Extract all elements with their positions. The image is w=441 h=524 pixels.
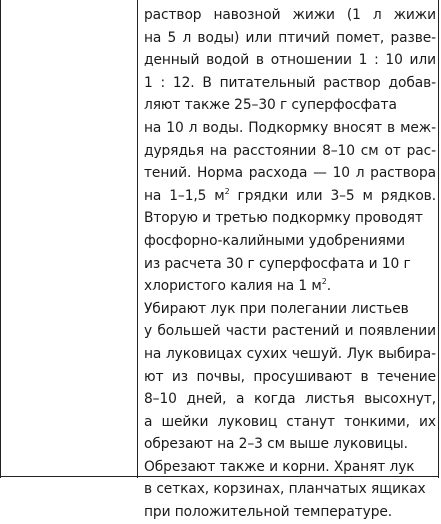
- table-cell-text: [144, 4, 436, 524]
- text-line: на 5 л воды) или птичий помет, разве-: [144, 29, 436, 46]
- text-line: у большей части растений и появлении: [144, 323, 436, 340]
- text-line: раствор навозной жижи (1 л жижи: [144, 7, 436, 23]
- text-line: при положительной температуре.: [144, 504, 393, 521]
- text-fragment: .: [326, 278, 331, 295]
- text-fragment: грядки или 3–5 м рядков.: [229, 187, 437, 204]
- table-border-left: [0, 0, 1, 478]
- text-line: в сетках, корзинах, планчатых ящиках: [144, 481, 426, 498]
- text-line-with-superscript: [144, 275, 436, 298]
- text-fragment: хлористого калия на 1 м: [144, 278, 322, 295]
- text-line-with-superscript: [144, 185, 436, 208]
- text-line: ляют также 25–30 г суперфосфата: [144, 97, 397, 114]
- text-line: ют из почвы, просушивают в течение: [144, 368, 436, 385]
- text-line: тений. Норма расхода — 10 л раствора: [144, 165, 436, 182]
- text-line: на луковицах сухих чешуй. Лук выбира-: [144, 345, 436, 362]
- text-line: Обрезают также и корни. Хранят лук: [144, 458, 415, 475]
- superscript: 2: [224, 186, 230, 196]
- text-line: дурядья на расстоянии 8–10 см от рас-: [144, 142, 436, 159]
- text-line: обрезают на 2–3 см выше луковицы.: [144, 436, 408, 453]
- text-line: денный водой в отношении 1 : 10 или: [144, 52, 436, 69]
- text-fragment: на 1–1,5 м: [144, 187, 225, 204]
- text-line: 1 : 12. В питательный раствор добав-: [144, 74, 436, 91]
- text-line: на 10 л воды. Подкормку вносят в меж-: [144, 119, 436, 136]
- text-line: 8–10 дней, а когда листья высохнут,: [144, 391, 436, 408]
- table-border-right: [438, 0, 439, 478]
- text-line: Убирают лук при полегании листьев: [144, 300, 409, 317]
- superscript: 2: [321, 277, 327, 287]
- text-line: Вторую и третью подкормку проводят: [144, 210, 423, 227]
- text-line: из расчета 30 г суперфосфата и 10 г: [144, 255, 411, 272]
- text-line: фосфорно-калийными удобрениями: [144, 232, 406, 249]
- text-line: а шейки луковиц станут тонкими, их: [144, 413, 436, 430]
- table-border-column-divider: [137, 0, 138, 478]
